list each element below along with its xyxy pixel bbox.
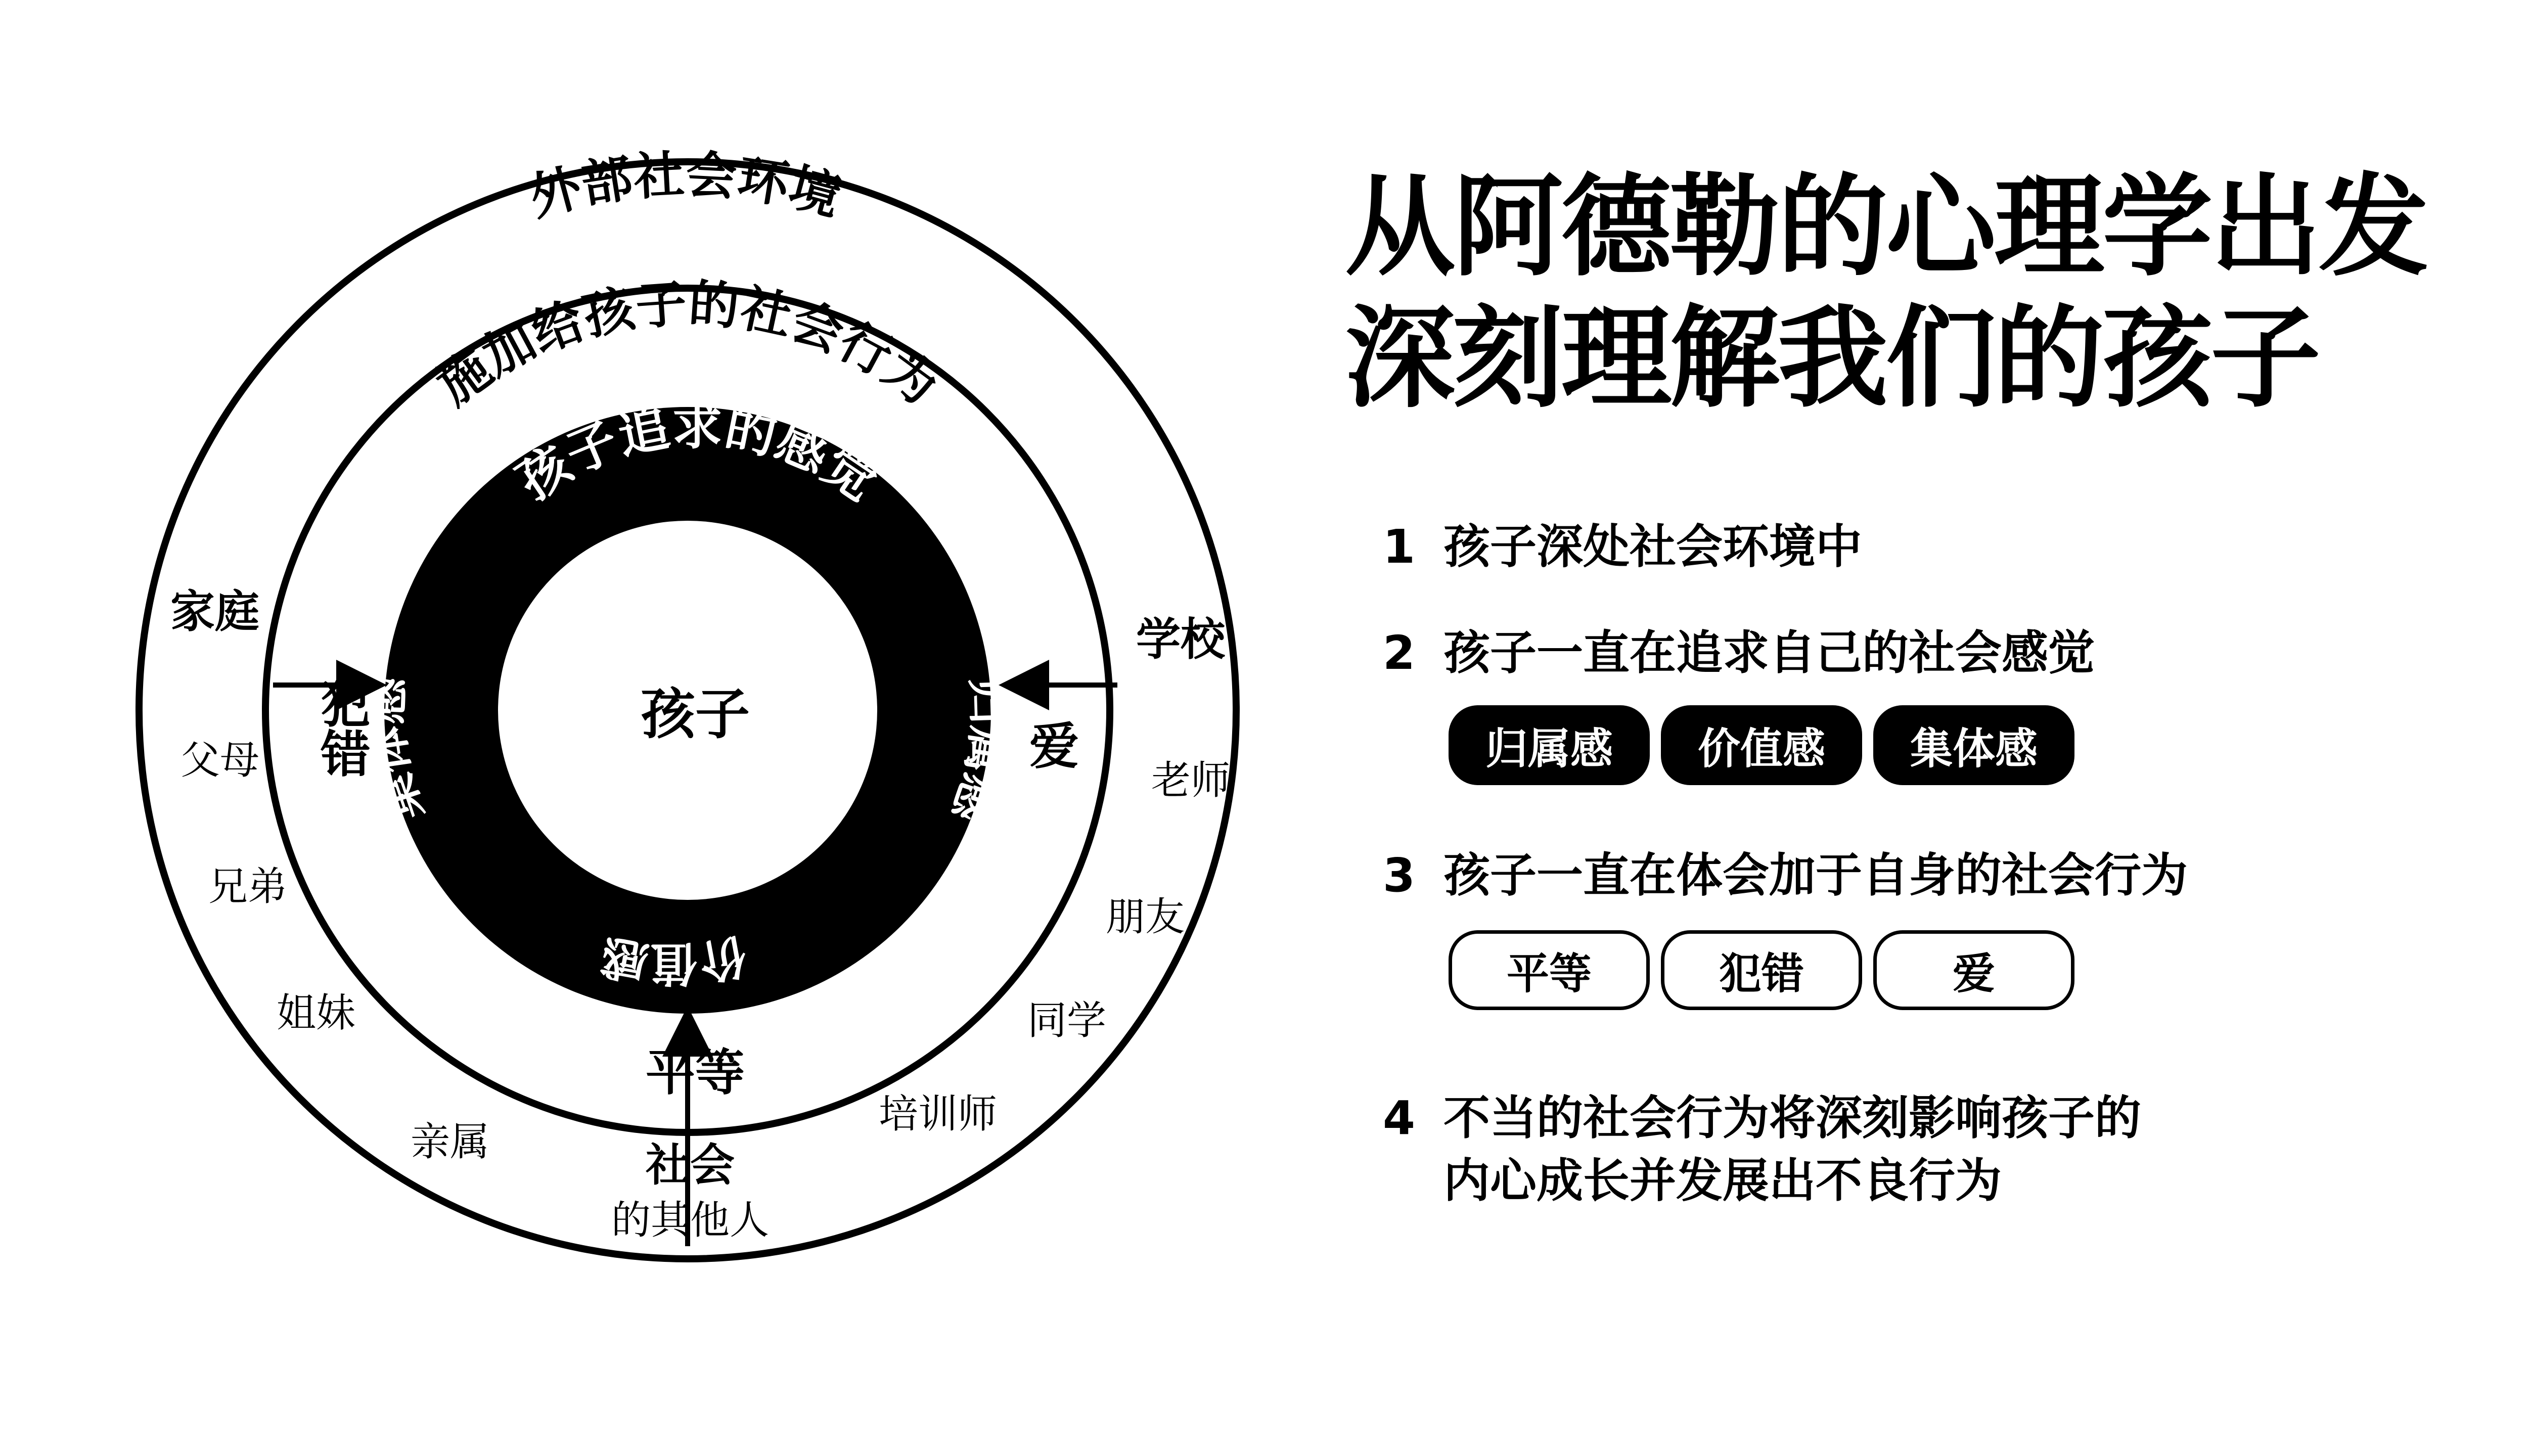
feeling-pill: 集体感 bbox=[1873, 705, 2074, 785]
point-text-line-2: 内心成长并发展出不良行为 bbox=[1443, 1154, 2002, 1208]
feeling-pill: 价值感 bbox=[1661, 705, 1862, 785]
point-number: 1 bbox=[1383, 520, 1416, 574]
feeling-bottom-label: 价值感 bbox=[597, 928, 751, 990]
text-panel bbox=[1345, 162, 2528, 1208]
page-title bbox=[1345, 162, 2528, 425]
behaviors-pill-row bbox=[1449, 930, 2074, 1010]
middle-ring-label: 施加给孩子的社会行为 bbox=[427, 274, 949, 416]
school-item: 朋友 bbox=[1105, 894, 1185, 940]
society-subtitle: 的其他人 bbox=[611, 1198, 770, 1243]
behavior-bottom-label: 平等 bbox=[645, 1044, 745, 1102]
feelings-ring-label: 孩子追求的感觉 bbox=[507, 397, 888, 512]
point-number: 2 bbox=[1383, 626, 1416, 680]
point-item bbox=[1383, 844, 2188, 907]
point-text: 孩子一直在追求自己的社会感觉 bbox=[1443, 626, 2095, 680]
school-item: 培训师 bbox=[878, 1091, 998, 1137]
behavior-right-label: 爱 bbox=[1029, 718, 1079, 776]
point-text: 孩子深处社会环境中 bbox=[1443, 520, 1863, 574]
point-item bbox=[1383, 1087, 2141, 1212]
family-item: 亲属 bbox=[410, 1119, 490, 1165]
behavior-pill: 平等 bbox=[1449, 930, 1650, 1010]
family-item: 兄弟 bbox=[208, 864, 288, 909]
family-title: 家庭 bbox=[170, 585, 260, 638]
title-line-1: 从阿德勒的心理学出发 bbox=[1345, 163, 2427, 291]
point-number: 3 bbox=[1383, 848, 1416, 902]
center-child-label: 孩子 bbox=[640, 682, 750, 746]
feeling-pill: 归属感 bbox=[1449, 705, 1650, 785]
school-item: 同学 bbox=[1027, 998, 1107, 1043]
point-item bbox=[1383, 516, 1862, 578]
feeling-left-label: 集体感 bbox=[358, 676, 434, 829]
point-text: 孩子一直在体会加于自身的社会行为 bbox=[1443, 848, 2188, 902]
behavior-pill: 犯错 bbox=[1661, 930, 1862, 1010]
title-line-2: 深刻理解我们的孩子 bbox=[1345, 295, 2319, 423]
outer-ring-label: 外部社会环境 bbox=[523, 145, 847, 228]
society-title: 社会 bbox=[645, 1139, 735, 1191]
behavior-left-label: 犯错 bbox=[312, 678, 370, 778]
point-text-line-1: 不当的社会行为将深刻影响孩子的 bbox=[1443, 1091, 2142, 1145]
feeling-right-label: 归属感 bbox=[941, 677, 1017, 830]
family-item: 父母 bbox=[180, 738, 260, 783]
school-title: 学校 bbox=[1136, 613, 1226, 665]
point-item bbox=[1383, 622, 2095, 685]
point-number: 4 bbox=[1383, 1091, 1416, 1145]
family-item: 姐妹 bbox=[276, 990, 356, 1036]
behavior-pill: 爱 bbox=[1873, 930, 2074, 1010]
school-item: 老师 bbox=[1151, 758, 1231, 803]
feelings-pill-row bbox=[1449, 705, 2074, 785]
